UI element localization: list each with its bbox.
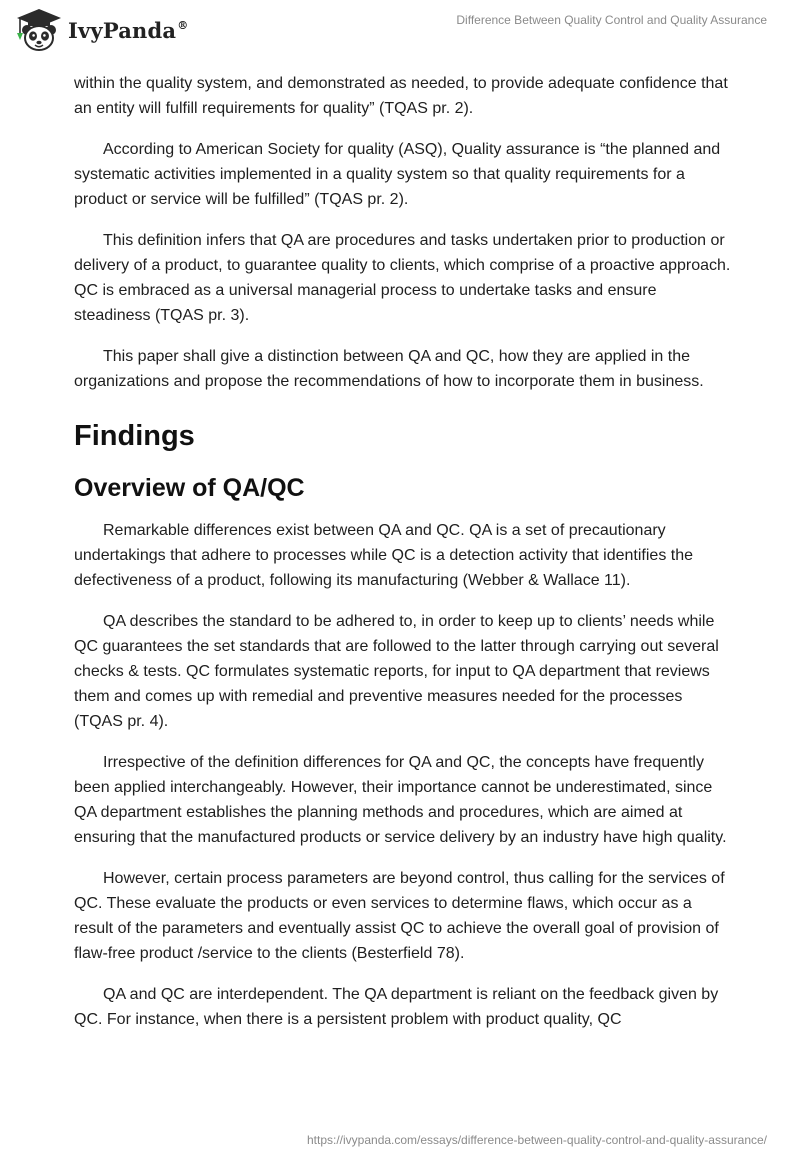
subsection-heading-overview: Overview of QA/QC bbox=[74, 474, 305, 502]
source-url[interactable]: https://ivypanda.com/essays/difference-between-quality-control-and-quality-assurance/ bbox=[306, 1133, 767, 1147]
brand-name: IvyPanda® bbox=[68, 17, 189, 43]
section-heading-findings: Findings bbox=[74, 420, 195, 452]
paragraph: QA and QC are interdependent. The QA department is reliant on the feedback given by QC. For instance, when there is a persistent problem with product quality, QC bbox=[74, 986, 719, 1028]
panda-graduation-cap-icon bbox=[14, 7, 64, 53]
paragraph: This paper shall give a distinction between QA and QC, how they are applied in the organizations and propose the recommendations of how to incorporate them in business. bbox=[74, 348, 704, 390]
paragraph: This definition infers that QA are procedures and tasks undertaken prior to production or delivery of a product, to guarantee quality to clients, which comprise of a proactive approach. QC is embraced as a universal managerial process to undertake tasks and ensure steadiness (TQAS pr. 3). bbox=[74, 232, 731, 324]
paragraph: Irrespective of the definition differences for QA and QC, the concepts have frequently been applied interchangeably. However, their importance cannot be underestimated, since QA department establishes the planning methods and procedures, which are aimed at ensuring that the manufactured products or service delivery by an industry have high quality. bbox=[74, 754, 727, 846]
essay-body bbox=[74, 71, 734, 1048]
page-header bbox=[0, 0, 800, 64]
paragraph: QA describes the standard to be adhered to, in order to keep up to clients’ needs while QC guarantees the set standards that are followed to the latter through carrying out several checks & tests. QC formulates systematic reports, for input to QA department that reviews them and comes up with remedial and preventive measures needed for the processes (TQAS pr. 4). bbox=[74, 613, 719, 730]
paragraph: However, certain process parameters are beyond control, thus calling for the services of QC. These evaluate the products or even services to determine flaws, which occur as a result of the parameters and eventually assist QC to achieve the overall goal of provision of flaw-free product /service to the clients (Besterfield 78). bbox=[74, 870, 725, 962]
document-title: Difference Between Quality Control and Quality Assurance bbox=[456, 13, 767, 27]
paragraph: Remarkable differences exist between QA and QC. QA is a set of precautionary undertakings that adhere to processes while QC is a detection activity that identifies the defectiveness of a product, following its manufacturing (Webber & Wallace 11). bbox=[74, 522, 694, 589]
paragraph: within the quality system, and demonstrated as needed, to provide adequate confidence that an entity will fulfill requirements for quality” (TQAS pr. 2). bbox=[74, 75, 728, 117]
paragraph: According to American Society for quality (ASQ), Quality assurance is “the planned and systematic activities implemented in a quality system so that quality requirements for a product or service will be fulfilled” (TQAS pr. 2). bbox=[74, 141, 721, 208]
ivypanda-logo[interactable] bbox=[14, 8, 188, 52]
